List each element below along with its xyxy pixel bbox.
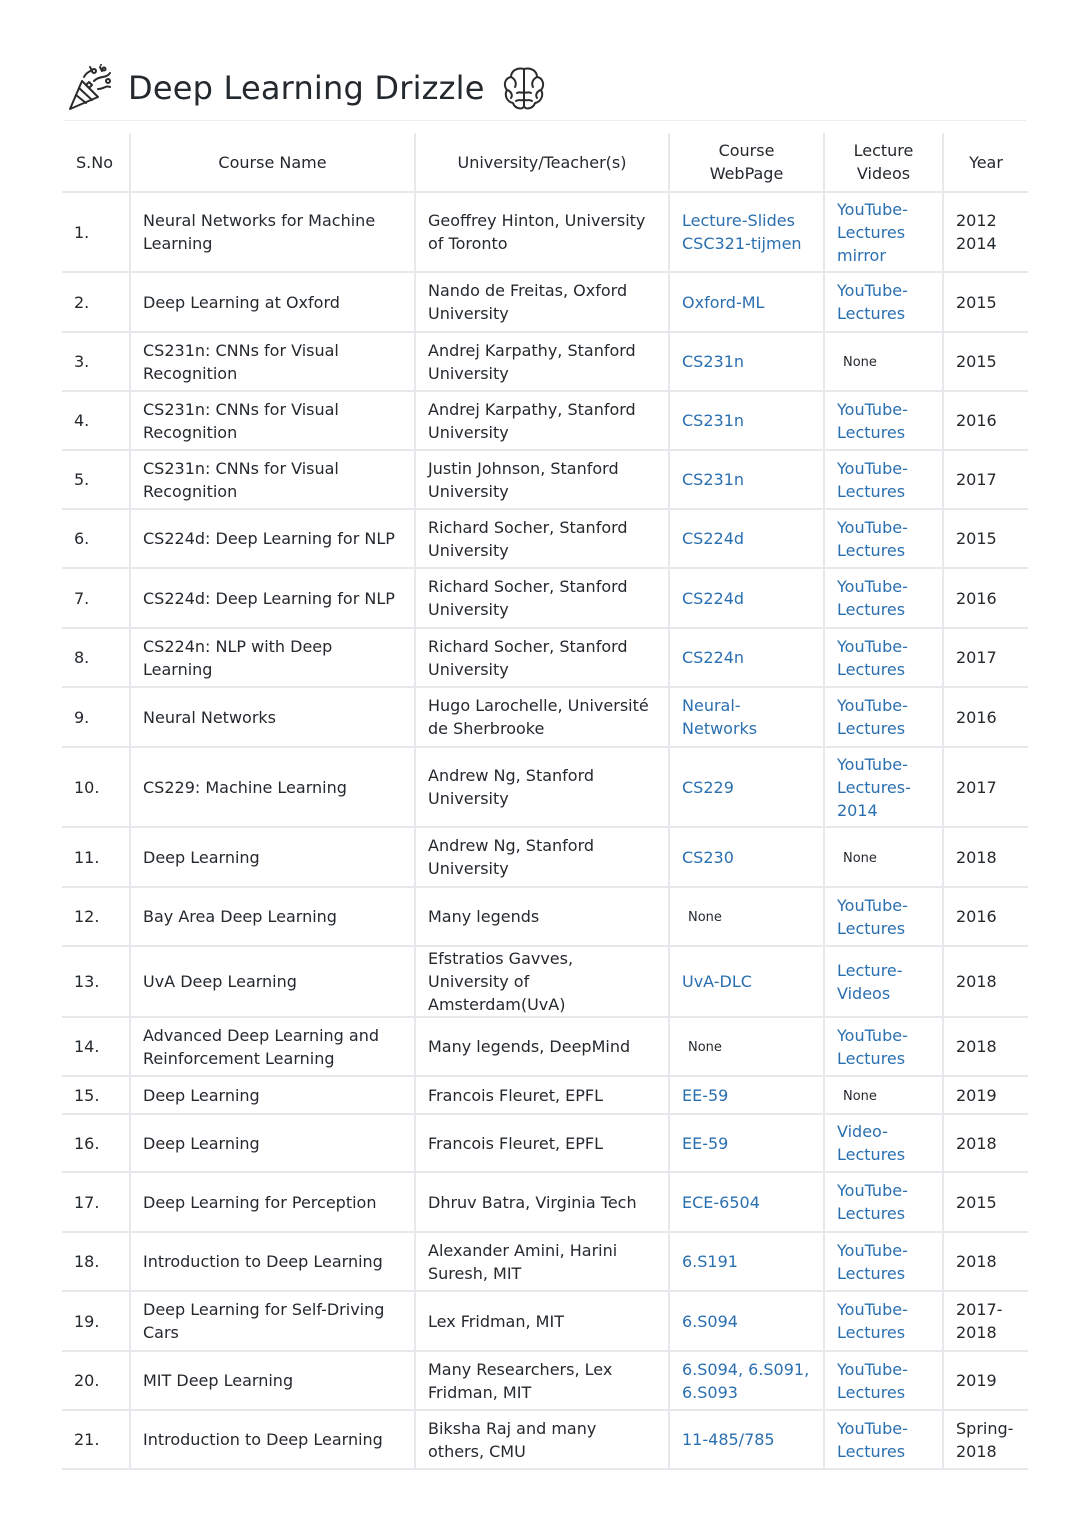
row-lecture-videos xyxy=(824,887,943,946)
course-webpage-link[interactable]: 6.S094 xyxy=(682,1311,738,1331)
row-course-name: CS224d: Deep Learning for NLP xyxy=(130,509,415,568)
course-webpage-link[interactable]: 11-485/785 xyxy=(682,1430,775,1449)
row-course-name: Introduction to Deep Learning xyxy=(130,1410,415,1469)
table-row xyxy=(62,1076,1028,1114)
year-value: 2018 xyxy=(956,1252,997,1271)
row-sno: 6. xyxy=(62,509,130,568)
row-course-name: UvA Deep Learning xyxy=(130,946,415,1017)
year-value: 2016 xyxy=(956,588,997,608)
row-university: Many legends, DeepMind xyxy=(415,1017,669,1076)
row-year xyxy=(943,687,1028,747)
year-value: 2016 xyxy=(956,707,997,727)
row-university: Hugo Larochelle, Université de Sherbrooke xyxy=(415,687,669,747)
row-course-name: CS231n: CNNs for Visual Recognition xyxy=(130,332,415,391)
row-lecture-videos xyxy=(824,1232,943,1291)
course-webpage-link[interactable]: ECE-6504 xyxy=(682,1192,760,1212)
row-course-webpage xyxy=(669,272,824,332)
lecture-videos-link[interactable]: YouTube-Lectures xyxy=(837,636,908,679)
row-lecture-videos xyxy=(824,509,943,568)
lecture-videos-none: None xyxy=(843,1088,877,1104)
row-course-webpage xyxy=(669,568,824,628)
header-course-webpage xyxy=(669,133,824,192)
row-course-webpage xyxy=(669,1232,824,1291)
row-course-name: CS224d: Deep Learning for NLP xyxy=(130,568,415,628)
course-webpage-link[interactable]: CS224d xyxy=(682,529,745,548)
row-university: Richard Socher, Stanford University xyxy=(415,568,669,628)
header-course-webpage-line2: WebPage xyxy=(709,164,784,183)
table-row xyxy=(62,1351,1028,1410)
row-year xyxy=(943,332,1028,391)
row-lecture-videos xyxy=(824,946,943,1017)
row-course-webpage xyxy=(669,450,824,509)
row-university: Justin Johnson, Stanford University xyxy=(415,450,669,509)
course-webpage-link[interactable]: EE-59 xyxy=(682,1085,729,1105)
row-university: Andrew Ng, Stanford University xyxy=(415,827,669,887)
row-sno: 4. xyxy=(62,391,130,450)
year-value: Spring- xyxy=(956,1418,1014,1438)
row-university: Richard Socher, Stanford University xyxy=(415,628,669,687)
row-course-webpage xyxy=(669,1410,824,1469)
row-university: Francois Fleuret, EPFL xyxy=(415,1114,669,1172)
year-value: 2014 xyxy=(956,234,997,253)
table-row xyxy=(62,272,1028,332)
table-row xyxy=(62,827,1028,887)
lecture-videos-link[interactable]: YouTube-Lectures xyxy=(837,1025,908,1068)
lecture-videos-link[interactable]: YouTube-Lectures xyxy=(837,1240,908,1283)
course-webpage-link[interactable]: UvA-DLC xyxy=(682,972,752,991)
table-row xyxy=(62,391,1028,450)
brain-icon xyxy=(499,63,549,113)
course-webpage-none: None xyxy=(688,910,722,925)
row-sno: 17. xyxy=(62,1172,130,1232)
row-course-name: Deep Learning for Self-Driving Cars xyxy=(130,1291,415,1351)
row-course-webpage xyxy=(669,1172,824,1232)
row-lecture-videos xyxy=(824,450,943,509)
year-value: 2018 xyxy=(956,847,997,867)
row-sno: 16. xyxy=(62,1114,130,1172)
row-course-name: Neural Networks xyxy=(130,687,415,747)
row-year xyxy=(943,1351,1028,1410)
lecture-videos-link[interactable]: YouTube-Lectures xyxy=(837,1300,908,1342)
row-lecture-videos xyxy=(824,628,943,687)
lecture-videos-link[interactable]: YouTube-Lectures xyxy=(837,1359,908,1402)
row-sno: 14. xyxy=(62,1017,130,1076)
year-value: 2017 xyxy=(956,470,997,489)
year-value: 2015 xyxy=(956,1192,997,1212)
row-lecture-videos xyxy=(824,1291,943,1351)
page-title: Deep Learning Drizzle xyxy=(128,69,485,107)
lecture-videos-link[interactable]: YouTube-Lectures xyxy=(837,1418,908,1461)
course-webpage-link[interactable]: Neural-Networks xyxy=(682,696,758,738)
table-row xyxy=(62,1291,1028,1351)
year-value: 2012 xyxy=(956,211,997,230)
table-row xyxy=(62,887,1028,946)
course-webpage-link[interactable]: EE-59 xyxy=(682,1133,729,1153)
row-sno: 1. xyxy=(62,192,130,272)
table-row xyxy=(62,628,1028,687)
row-sno: 12. xyxy=(62,887,130,946)
course-webpage-link[interactable]: CS231n xyxy=(682,470,745,489)
row-year xyxy=(943,827,1028,887)
lecture-videos-link[interactable]: YouTube-Lectures xyxy=(837,399,908,442)
lecture-videos-none: None xyxy=(843,850,877,866)
header-year: Year xyxy=(943,133,1028,192)
lecture-videos-link[interactable]: YouTube-Lectures xyxy=(837,199,908,242)
row-university: Richard Socher, Stanford University xyxy=(415,509,669,568)
table-row xyxy=(62,1410,1028,1469)
row-course-webpage xyxy=(669,1291,824,1351)
row-course-name: Deep Learning at Oxford xyxy=(130,272,415,332)
row-year xyxy=(943,1172,1028,1232)
course-webpage-link[interactable]: CS230 xyxy=(682,847,734,867)
row-university: Efstratios Gavves, University of Amsterdam(UvA) xyxy=(415,946,669,1017)
row-university: Alexander Amini, Harini Suresh, MIT xyxy=(415,1232,669,1291)
course-webpage-link[interactable]: CS224n xyxy=(682,648,745,667)
year-value: 2019 xyxy=(956,1371,997,1390)
lecture-videos-link[interactable]: YouTube-Lectures xyxy=(837,696,908,738)
table-row xyxy=(62,1114,1028,1172)
row-sno: 10. xyxy=(62,747,130,827)
lecture-videos-link[interactable]: YouTube-Lectures xyxy=(837,895,908,938)
row-course-webpage xyxy=(669,1076,824,1114)
year-value: 2018 xyxy=(956,1133,997,1153)
year-value: 2016 xyxy=(956,907,997,926)
row-course-webpage xyxy=(669,332,824,391)
year-value: 2017- xyxy=(956,1300,1003,1319)
table-row xyxy=(62,747,1028,827)
row-sno: 19. xyxy=(62,1291,130,1351)
row-year xyxy=(943,391,1028,450)
row-course-webpage xyxy=(669,628,824,687)
year-value: 2018 xyxy=(956,1441,997,1461)
course-webpage-link[interactable]: CS231n xyxy=(682,411,745,430)
row-university: Andrej Karpathy, Stanford University xyxy=(415,332,669,391)
row-course-name: CS229: Machine Learning xyxy=(130,747,415,827)
row-course-name: Neural Networks for Machine Learning xyxy=(130,192,415,272)
row-lecture-videos xyxy=(824,568,943,628)
year-value: 2018 xyxy=(956,1037,997,1056)
row-course-webpage xyxy=(669,509,824,568)
row-year xyxy=(943,568,1028,628)
row-course-webpage xyxy=(669,1351,824,1410)
year-value: 2017 xyxy=(956,777,997,797)
year-value: 2015 xyxy=(956,292,997,312)
row-year xyxy=(943,192,1028,272)
table-row xyxy=(62,509,1028,568)
header-course-name: Course Name xyxy=(130,133,415,192)
course-webpage-link[interactable]: 6.S094, 6.S091, 6.S093 xyxy=(682,1359,810,1402)
row-course-webpage xyxy=(669,192,824,272)
lecture-videos-link[interactable]: YouTube-Lectures xyxy=(837,458,908,501)
row-university: Andrew Ng, Stanford University xyxy=(415,747,669,827)
lecture-videos-link[interactable]: Lecture-Videos xyxy=(837,960,903,1003)
row-sno: 18. xyxy=(62,1232,130,1291)
row-course-name: Bay Area Deep Learning xyxy=(130,887,415,946)
year-value: 2019 xyxy=(956,1085,997,1105)
row-university: Nando de Freitas, Oxford University xyxy=(415,272,669,332)
course-webpage-link[interactable]: Lecture-Slides xyxy=(682,211,795,230)
lecture-videos-link[interactable]: YouTube-Lectures xyxy=(837,1181,908,1223)
lecture-videos-link[interactable]: YouTube-Lectures xyxy=(837,577,908,619)
lecture-videos-link[interactable]: YouTube-Lectures-2014 xyxy=(837,754,911,820)
row-university: Dhruv Batra, Virginia Tech xyxy=(415,1172,669,1232)
row-course-name: Advanced Deep Learning and Reinforcement Learning xyxy=(130,1017,415,1076)
row-university: Many legends xyxy=(415,887,669,946)
row-sno: 11. xyxy=(62,827,130,887)
row-year xyxy=(943,272,1028,332)
course-webpage-link[interactable]: Oxford-ML xyxy=(682,292,765,312)
row-lecture-videos xyxy=(824,1410,943,1469)
row-lecture-videos xyxy=(824,827,943,887)
header-sno: S.No xyxy=(62,133,130,192)
course-webpage-link[interactable]: CS224d xyxy=(682,588,745,608)
row-year xyxy=(943,1076,1028,1114)
year-value: 2017 xyxy=(956,648,997,667)
row-lecture-videos xyxy=(824,332,943,391)
row-course-name: Introduction to Deep Learning xyxy=(130,1232,415,1291)
table-row xyxy=(62,1172,1028,1232)
row-sno: 13. xyxy=(62,946,130,1017)
row-course-webpage xyxy=(669,687,824,747)
row-year xyxy=(943,946,1028,1017)
row-university: Andrej Karpathy, Stanford University xyxy=(415,391,669,450)
row-sno: 15. xyxy=(62,1076,130,1114)
course-webpage-link[interactable]: CS229 xyxy=(682,777,734,797)
row-year xyxy=(943,509,1028,568)
course-webpage-link[interactable]: CSC321-tijmen xyxy=(682,234,802,253)
row-course-name: Deep Learning xyxy=(130,1114,415,1172)
course-webpage-link[interactable]: CS231n xyxy=(682,352,745,371)
row-lecture-videos xyxy=(824,1114,943,1172)
row-sno: 2. xyxy=(62,272,130,332)
row-university: Many Researchers, Lex Fridman, MIT xyxy=(415,1351,669,1410)
header-university: University/Teacher(s) xyxy=(415,133,669,192)
row-sno: 9. xyxy=(62,687,130,747)
table-row xyxy=(62,946,1028,1017)
row-university: Lex Fridman, MIT xyxy=(415,1291,669,1351)
row-course-webpage xyxy=(669,391,824,450)
row-course-name: CS224n: NLP with Deep Learning xyxy=(130,628,415,687)
row-lecture-videos xyxy=(824,747,943,827)
year-value: 2018 xyxy=(956,1323,997,1342)
course-webpage-link[interactable]: 6.S191 xyxy=(682,1252,738,1271)
row-lecture-videos xyxy=(824,1076,943,1114)
title-underline xyxy=(64,120,1026,121)
lecture-videos-none: None xyxy=(843,355,877,370)
header-course-webpage-line1: Course xyxy=(718,141,775,160)
row-year xyxy=(943,1291,1028,1351)
party-popper-icon xyxy=(64,63,114,113)
row-year xyxy=(943,887,1028,946)
row-year xyxy=(943,1114,1028,1172)
table-row xyxy=(62,1017,1028,1076)
row-course-webpage xyxy=(669,1017,824,1076)
row-year xyxy=(943,1410,1028,1469)
table-row xyxy=(62,568,1028,628)
row-lecture-videos xyxy=(824,1017,943,1076)
row-lecture-videos xyxy=(824,192,943,272)
header-lecture-videos xyxy=(824,133,943,192)
table-row xyxy=(62,332,1028,391)
row-sno: 3. xyxy=(62,332,130,391)
year-value: 2016 xyxy=(956,411,997,430)
row-course-name: Deep Learning for Perception xyxy=(130,1172,415,1232)
year-value: 2015 xyxy=(956,529,997,548)
row-year xyxy=(943,628,1028,687)
row-year xyxy=(943,747,1028,827)
year-value: 2015 xyxy=(956,352,997,371)
row-course-webpage xyxy=(669,747,824,827)
row-lecture-videos xyxy=(824,272,943,332)
table-header-row xyxy=(62,133,1028,192)
row-university: Biksha Raj and many others, CMU xyxy=(415,1410,669,1469)
row-course-name: Deep Learning xyxy=(130,1076,415,1114)
row-course-webpage xyxy=(669,827,824,887)
row-course-webpage xyxy=(669,887,824,946)
row-sno: 20. xyxy=(62,1351,130,1410)
table-body xyxy=(62,192,1028,1469)
row-course-webpage xyxy=(669,1114,824,1172)
course-webpage-none: None xyxy=(688,1040,722,1055)
row-lecture-videos xyxy=(824,1172,943,1232)
table-row xyxy=(62,450,1028,509)
row-sno: 7. xyxy=(62,568,130,628)
lecture-videos-link[interactable]: Video-Lectures xyxy=(837,1122,906,1164)
courses-table xyxy=(62,133,1028,1470)
row-course-webpage xyxy=(669,946,824,1017)
table-row xyxy=(62,192,1028,272)
lecture-videos-link[interactable]: mirror xyxy=(837,245,886,265)
table-row xyxy=(62,687,1028,747)
lecture-videos-link[interactable]: YouTube-Lectures xyxy=(837,517,908,560)
year-value: 2018 xyxy=(956,972,997,991)
header-lecture-videos-line1: Lecture xyxy=(853,141,914,160)
row-university: Geoffrey Hinton, University of Toronto xyxy=(415,192,669,272)
row-year xyxy=(943,450,1028,509)
row-lecture-videos xyxy=(824,1351,943,1410)
row-year xyxy=(943,1232,1028,1291)
row-lecture-videos xyxy=(824,391,943,450)
row-course-name: CS231n: CNNs for Visual Recognition xyxy=(130,391,415,450)
row-university: Francois Fleuret, EPFL xyxy=(415,1076,669,1114)
row-course-name: CS231n: CNNs for Visual Recognition xyxy=(130,450,415,509)
page-header xyxy=(64,60,549,116)
table-row xyxy=(62,1232,1028,1291)
row-sno: 21. xyxy=(62,1410,130,1469)
row-sno: 8. xyxy=(62,628,130,687)
row-course-name: Deep Learning xyxy=(130,827,415,887)
row-sno: 5. xyxy=(62,450,130,509)
row-year xyxy=(943,1017,1028,1076)
row-lecture-videos xyxy=(824,687,943,747)
row-course-name: MIT Deep Learning xyxy=(130,1351,415,1410)
header-lecture-videos-line2: Videos xyxy=(856,164,911,183)
lecture-videos-link[interactable]: YouTube-Lectures xyxy=(837,281,908,323)
